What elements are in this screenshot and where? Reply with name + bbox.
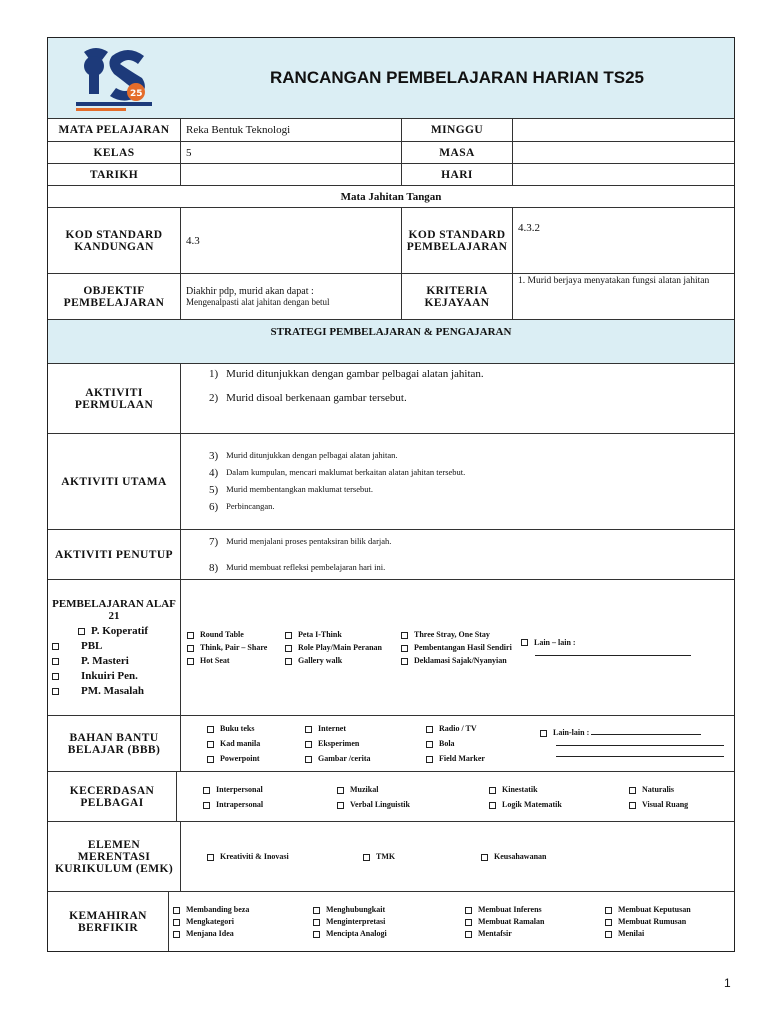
- pak21-option[interactable]: Hot Seat: [187, 656, 279, 665]
- day-label: HARI: [401, 164, 512, 185]
- emk-option[interactable]: Keusahawanan: [481, 852, 601, 861]
- list-item: 1) Murid ditunjukkan dengan gambar pelbagai alatan jahitan.: [209, 368, 484, 380]
- checkbox-masteri[interactable]: P. Masteri: [52, 655, 129, 667]
- thinking-option[interactable]: Mencipta Analogi: [313, 929, 459, 938]
- list-item: 8) Murid membuat refleksi pembelajaran hari ini.: [209, 561, 386, 574]
- bbb-option[interactable]: Internet: [305, 724, 420, 733]
- objective-line-2: Mengenalpasti alat jahitan dengan betul: [186, 297, 330, 307]
- emk-options: [180, 822, 734, 891]
- bbb-row: [48, 715, 734, 771]
- thinking-option[interactable]: Menghubungkait: [313, 905, 459, 914]
- bbb-label: BAHAN BANTU BELAJAR (BBB): [67, 731, 161, 756]
- week-value[interactable]: [512, 119, 734, 141]
- intelligence-option[interactable]: Muzikal: [337, 785, 483, 794]
- bbb-other[interactable]: Lain-lain :: [540, 728, 724, 759]
- pak21-other[interactable]: Lain – lain :: [521, 638, 691, 658]
- criteria-value[interactable]: 1. Murid berjaya menyatakan fungsi alatan jahitan: [512, 274, 734, 319]
- pak21-option[interactable]: Round Table: [187, 630, 279, 639]
- ts25-logo: [48, 38, 180, 118]
- thinking-label: KEMAHIRAN BERFIKIR: [69, 909, 147, 934]
- checkbox-pbl[interactable]: PBL: [52, 640, 102, 652]
- pak21-option[interactable]: Deklamasi Sajak/Nyanyian: [401, 656, 513, 665]
- list-item: 5) Murid membentangkan maklumat tersebut.: [209, 484, 373, 496]
- time-label: MASA: [401, 142, 512, 163]
- main-activity-label: AKTIVITI UTAMA: [61, 475, 167, 488]
- opening-list: [180, 364, 734, 433]
- emk-row: [48, 821, 734, 891]
- date-label: TARIKH: [89, 168, 139, 181]
- pak21-option[interactable]: Gallery walk: [285, 656, 395, 665]
- pak21-options: [180, 580, 734, 715]
- date-value[interactable]: [180, 164, 401, 185]
- subject-value[interactable]: Reka Bentuk Teknologi: [180, 119, 401, 141]
- intelligence-option[interactable]: Interpersonal: [203, 785, 331, 794]
- intelligence-option[interactable]: Logik Matematik: [489, 800, 623, 809]
- thinking-option[interactable]: Membuat Inferens: [465, 905, 599, 914]
- pak21-option[interactable]: Three Stray, One Stay: [401, 630, 513, 639]
- list-item: 6) Perbincangan.: [209, 501, 275, 513]
- class-label: KELAS: [93, 146, 135, 159]
- thinking-option[interactable]: Menjana Idea: [173, 929, 307, 938]
- objective-value[interactable]: [180, 274, 401, 319]
- topic-title: Mata Jahitan Tangan: [340, 190, 442, 203]
- closing-row: [48, 529, 734, 579]
- strategy-title: STRATEGI PEMBELAJARAN & PENGAJARAN: [270, 326, 512, 338]
- lesson-plan-form: [47, 37, 735, 952]
- checkbox-inkuiri[interactable]: Inkuiri Pen.: [52, 670, 138, 682]
- bbb-options: [180, 716, 734, 771]
- bbb-option[interactable]: Field Marker: [426, 754, 536, 763]
- pak21-option[interactable]: Think, Pair – Share: [187, 643, 279, 652]
- thinking-option[interactable]: Membuat Rumusan: [605, 917, 729, 926]
- list-item: 3) Murid ditunjukkan dengan pelbagai alatan jahitan.: [209, 450, 398, 462]
- pak21-option[interactable]: Peta I-Think: [285, 630, 395, 639]
- objective-line-1: Diakhir pdp, murid akan dapat :: [186, 286, 314, 297]
- objective-row: [48, 273, 734, 319]
- svg-text:25: 25: [130, 89, 143, 99]
- pak21-option[interactable]: Role Play/Main Peranan: [285, 643, 395, 652]
- opening-label: AKTIVITI PERMULAAN: [74, 386, 154, 411]
- subject-label: MATA PELAJARAN: [58, 124, 170, 136]
- emk-label: ELEMEN MERENTASI KURIKULUM (EMK): [54, 838, 174, 875]
- class-value[interactable]: 5: [180, 142, 401, 163]
- pak21-option[interactable]: Pembentangan Hasil Sendiri: [401, 643, 513, 652]
- intelligence-label: KECERDASAN PELBAGAI: [69, 784, 155, 809]
- pak21-grid: [187, 630, 513, 665]
- learning-standard-value[interactable]: 4.3.2: [512, 208, 734, 273]
- checkbox-masalah[interactable]: PM. Masalah: [52, 685, 144, 697]
- thinking-options: [168, 892, 734, 951]
- thinking-option[interactable]: Menginterpretasi: [313, 917, 459, 926]
- bbb-option[interactable]: Kad manila: [207, 739, 299, 748]
- criteria-label: KRITERIA KEJAYAAN: [401, 274, 512, 319]
- bbb-option[interactable]: Eksperimen: [305, 739, 420, 748]
- closing-label: AKTIVITI PENUTUP: [55, 548, 173, 561]
- date-row: [48, 163, 734, 185]
- standards-row: [48, 207, 734, 273]
- bbb-option[interactable]: Bola: [426, 739, 536, 748]
- week-label: MINGGU: [401, 119, 512, 141]
- bbb-option[interactable]: Powerpoint: [207, 754, 299, 763]
- pak21-label: PEMBELAJARAN ALAF 21: [52, 598, 176, 622]
- intelligence-grid: [203, 785, 729, 809]
- list-item: 7) Murid menjalani proses pentaksiran bilik darjah.: [209, 535, 392, 548]
- bbb-option[interactable]: Radio / TV: [426, 724, 536, 733]
- bbb-grid: [207, 724, 536, 763]
- objective-label: OBJEKTIF PEMBELAJARAN: [63, 284, 165, 309]
- pak21-row: [48, 579, 734, 715]
- thinking-grid: [173, 905, 729, 938]
- time-value[interactable]: [512, 142, 734, 163]
- pak21-label-cell: [48, 580, 180, 715]
- emk-grid: [207, 852, 601, 861]
- strategy-row: [48, 319, 734, 363]
- bbb-option[interactable]: Buku teks: [207, 724, 299, 733]
- content-standard-label: KOD STANDARD KANDUNGAN: [65, 228, 163, 253]
- closing-list: [180, 530, 734, 579]
- intelligence-row: [48, 771, 734, 821]
- thinking-option[interactable]: Menilai: [605, 929, 729, 938]
- list-item: 4) Dalam kumpulan, mencari maklumat berkaitan alatan jahitan tersebut.: [209, 467, 466, 479]
- form-title: RANCANGAN PEMBELAJARAN HARIAN TS25: [269, 68, 645, 87]
- thinking-row: [48, 891, 734, 951]
- intelligence-option[interactable]: Visual Ruang: [629, 800, 729, 809]
- thinking-option[interactable]: Mengkategori: [173, 917, 307, 926]
- content-standard-value[interactable]: 4.3: [180, 208, 401, 273]
- main-activity-list: [180, 434, 734, 529]
- subject-row: [48, 118, 734, 141]
- intelligence-option[interactable]: Naturalis: [629, 785, 729, 794]
- intelligence-option[interactable]: Verbal Linguistik: [337, 800, 483, 809]
- bbb-option[interactable]: Gambar /cerita: [305, 754, 420, 763]
- form-header: [48, 38, 734, 118]
- opening-row: [48, 363, 734, 433]
- emk-option[interactable]: TMK: [363, 852, 475, 861]
- class-row: [48, 141, 734, 163]
- day-value[interactable]: [512, 164, 734, 185]
- thinking-option[interactable]: Membanding beza: [173, 905, 307, 914]
- thinking-option[interactable]: Membuat Ramalan: [465, 917, 599, 926]
- main-activity-row: [48, 433, 734, 529]
- page-number: 1: [724, 976, 731, 990]
- thinking-option[interactable]: Mentafsir: [465, 929, 599, 938]
- emk-option[interactable]: Kreativiti & Inovasi: [207, 852, 357, 861]
- learning-standard-label: KOD STANDARD PEMBELAJARAN: [401, 208, 512, 273]
- intelligence-option[interactable]: Kinestatik: [489, 785, 623, 794]
- intelligence-options: [176, 772, 734, 821]
- checkbox-koperatif[interactable]: P. Koperatif: [52, 625, 148, 637]
- topic-row: [48, 185, 734, 207]
- list-item: 2) Murid disoal berkenaan gambar tersebut.: [209, 392, 407, 404]
- intelligence-option[interactable]: Intrapersonal: [203, 800, 331, 809]
- thinking-option[interactable]: Membuat Keputusan: [605, 905, 729, 914]
